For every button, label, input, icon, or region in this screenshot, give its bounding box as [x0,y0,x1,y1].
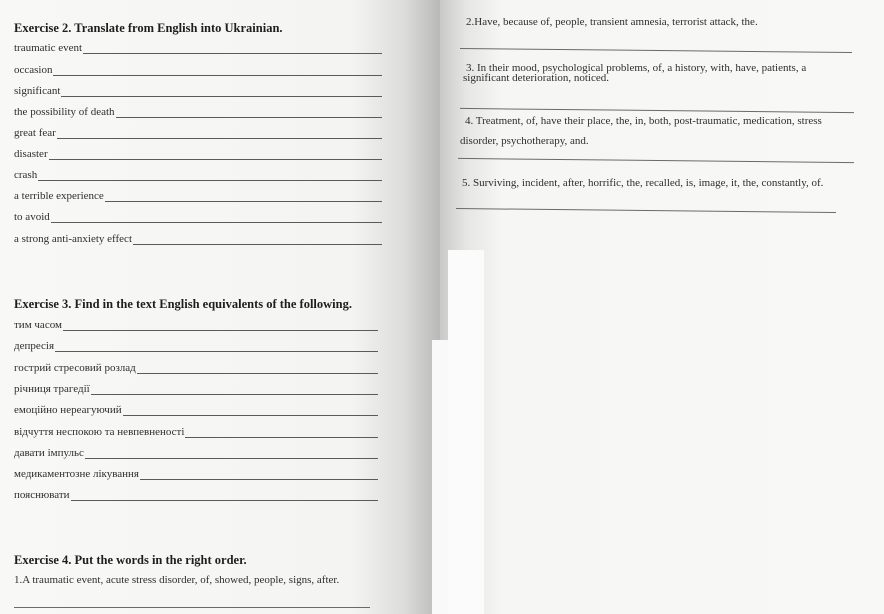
answer-line[interactable] [51,213,382,223]
exercise-2-item [14,127,382,139]
exercise-2-item [14,211,382,223]
term-label: a strong anti-anxiety effect [14,233,132,245]
task-1-text: 1.A traumatic event, acute stress disorder, of, showed, people, signs, after. [14,574,340,586]
answer-line[interactable] [55,342,378,352]
exercise-3-item [14,426,378,438]
term-label: great fear [14,127,56,139]
task-4-line-2: disorder, psychotherapy, and. [460,135,589,147]
task-3-line-1: 3. In their mood, psychological problems, of, a history, with, have, patients, a [466,62,807,74]
exercise-3-item [14,468,378,480]
exercise-2-item [14,106,382,118]
term-label: crash [14,169,38,181]
exercise-3-item [14,319,378,331]
answer-line[interactable] [83,44,382,54]
answer-line[interactable] [105,192,382,202]
exercise-2-item [14,233,382,245]
exercise-3-item [14,340,378,352]
exercise-4-title: Exercise 4. Put the words in the right order. [14,553,247,567]
exercise-2-item [14,148,382,160]
answer-line[interactable] [38,171,382,181]
exercise-3-title: Exercise 3. Find in the text English equivalents of the following. [14,297,352,311]
term-label: медикаментозне лікування [14,468,139,480]
right-page [440,0,884,614]
exercise-3-item [14,489,378,501]
answer-line[interactable] [123,406,378,416]
exercise-2-title: Exercise 2. Translate from English into Ukrainian. [14,21,283,35]
term-label: to avoid [14,211,50,223]
term-label: пояснювати [14,489,70,501]
answer-line[interactable] [85,449,378,459]
term-label: disaster [14,148,48,160]
answer-line[interactable] [63,321,378,331]
answer-line[interactable] [71,491,378,501]
exercise-3-item [14,383,378,395]
term-label: тим часом [14,319,62,331]
exercise-3-item [14,447,378,459]
term-label: traumatic event [14,42,83,54]
term-label: річниця трагедії [14,383,90,395]
term-label: відчуття неспокою та невпевненості [14,426,185,438]
term-label: емоційно нереагуючий [14,404,122,416]
term-label: давати імпульс [14,447,84,459]
exercise-2-item [14,169,382,181]
term-label: гострий стресовий розлад [14,362,136,374]
answer-line[interactable] [137,364,378,374]
page-gutter-highlight-2 [448,250,484,614]
answer-line[interactable] [49,150,382,160]
term-label: the possibility of death [14,106,115,118]
term-label: депресія [14,340,55,352]
term-label: a terrible experience [14,190,104,202]
exercise-2-item [14,42,382,54]
exercise-3-item [14,362,378,374]
answer-line[interactable] [91,385,378,395]
task-4-line-1: 4. Treatment, of, have their place, the, in, both, post-traumatic, medication, stress [465,115,822,127]
exercise-2-item [14,85,382,97]
task-5-text: 5. Surviving, incident, after, horrific, the, recalled, is, image, it, the, constantly, of. [462,177,824,189]
term-label: significant [14,85,61,97]
exercise-2-item [14,64,382,76]
answer-line[interactable] [133,235,382,245]
answer-line[interactable] [61,87,382,97]
answer-line[interactable] [57,129,382,139]
term-label: occasion [14,64,53,76]
task-1-answer-line[interactable] [14,607,370,608]
answer-line[interactable] [53,66,382,76]
exercise-2-item [14,190,382,202]
answer-line[interactable] [140,470,378,480]
exercise-3-item [14,404,378,416]
task-3-line-2: significant deterioration, noticed. [463,72,610,84]
task-2-text: 2.Have, because of, people, transient amnesia, terrorist attack, the. [466,16,758,28]
answer-line[interactable] [185,428,378,438]
answer-line[interactable] [116,108,382,118]
